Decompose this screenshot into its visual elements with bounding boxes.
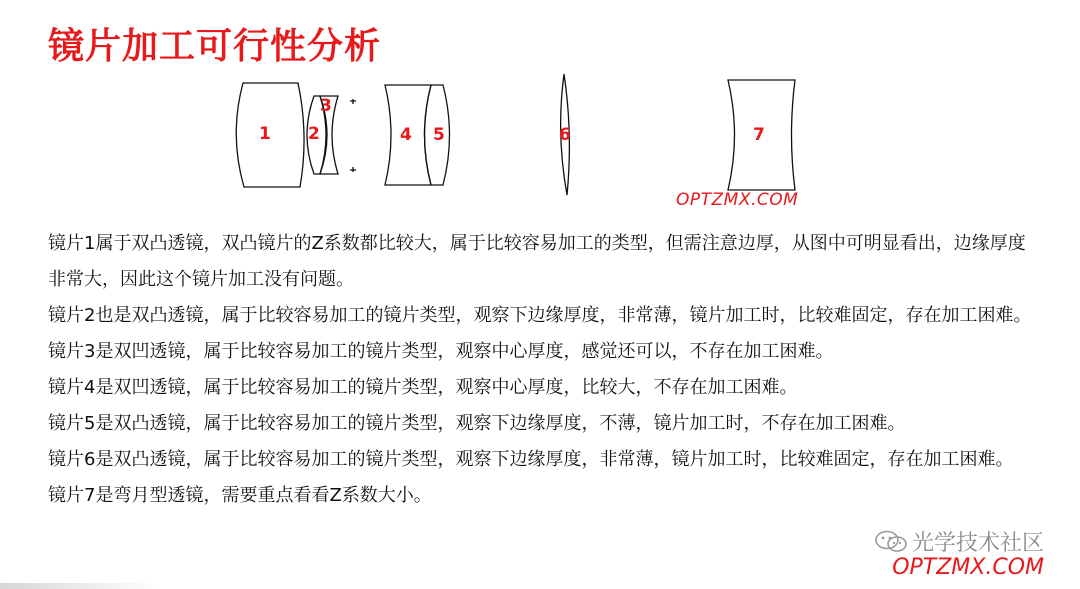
- paragraph-lens-7: 镜片7是弯月型透镜，需要重点看看Z系数大小。: [48, 485, 432, 506]
- lens-label-5: 5: [433, 125, 445, 145]
- watermark-url: OPTZMX.COM: [676, 190, 799, 210]
- lens-label-2: 2: [308, 124, 320, 144]
- paragraph-lens-4: 镜片4是双凹透镜，属于比较容易加工的镜片类型，观察中心厚度，比较大，不存在加工困难。: [48, 377, 798, 398]
- lens-label-1: 1: [259, 124, 271, 144]
- lens-label-3: 3: [320, 96, 332, 116]
- paragraph-lens-5: 镜片5是双凸透镜，属于比较容易加工的镜片类型，观察下边缘厚度，不薄，镜片加工时，不存在加工困难。: [48, 413, 906, 434]
- marker-bottom: [350, 167, 356, 172]
- footer-brand: [874, 526, 1044, 580]
- paragraph-lens-1: 镜片1属于双凸透镜，双凸镜片的Z系数都比较大，属于比较容易加工的类型，但需注意边厚，从图中可明显看出，边缘厚度非常大，因此这个镜片加工没有问题。: [48, 233, 1026, 290]
- wechat-account-row: [874, 526, 1044, 557]
- lens-label-7: 7: [753, 125, 765, 145]
- bottom-edge-shade: [0, 583, 160, 589]
- paragraph-lens-3: 镜片3是双凹透镜，属于比较容易加工的镜片类型，观察中心厚度，感觉还可以，不存在加工困难。: [48, 341, 834, 362]
- footer-url: OPTZMX.COM: [892, 555, 1044, 580]
- marker-top: [350, 99, 356, 104]
- wechat-account-name: 光学技术社区: [911, 531, 1044, 556]
- wechat-icon: [874, 529, 908, 555]
- lens-label-4: 4: [400, 125, 412, 145]
- paragraph-lens-2: 镜片2也是双凸透镜，属于比较容易加工的镜片类型，观察下边缘厚度，非常薄，镜片加工时，比较难固定，存在加工困难。: [48, 305, 1032, 326]
- page-title: 镜片加工可行性分析: [48, 26, 382, 67]
- lens-label-6: 6: [559, 125, 571, 145]
- paragraph-lens-6: 镜片6是双凸透镜，属于比较容易加工的镜片类型，观察下边缘厚度，非常薄，镜片加工时，比较难固定，存在加工困难。: [48, 449, 1014, 470]
- lens-system-diagram: [0, 0, 1080, 215]
- analysis-text: [48, 226, 1038, 514]
